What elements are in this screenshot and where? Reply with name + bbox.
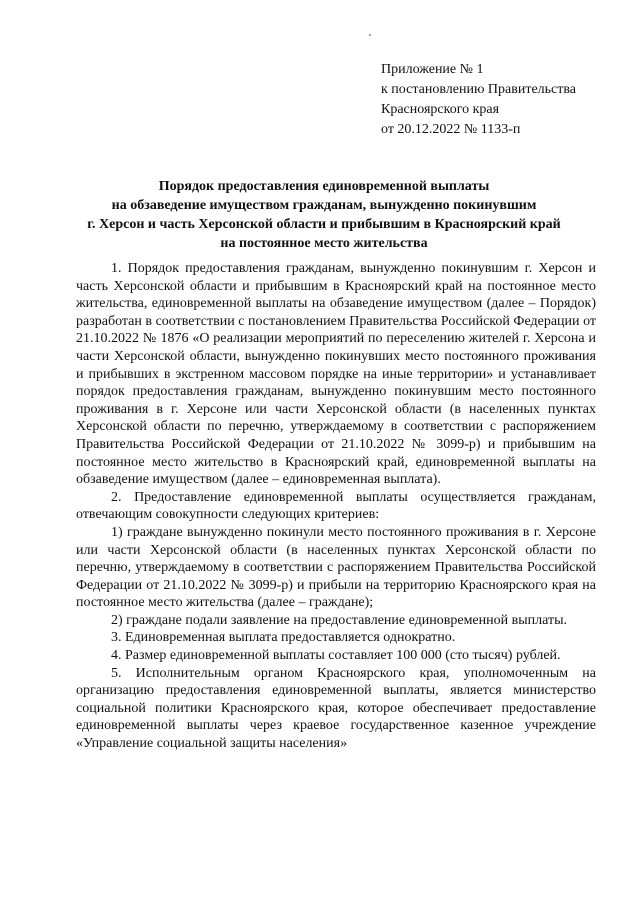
appendix-number: Приложение № 1	[381, 62, 484, 77]
document-title	[60, 177, 588, 253]
document-body	[76, 260, 596, 753]
paragraph-criterion-1: 1) граждане вынужденно покинули место постоянного проживания в г. Херсоне или части Херсонской области (в населенных пунктах Херсонской области по перечню, утверждаемому в соответствии с распоряжением Правительства Российской Федерации от 21.10.2022 № 3099-р) и прибыли на территорию Красноярского края на постоянное место жительства (далее – граждане);	[76, 524, 596, 611]
paragraph-5: 5. Исполнительным органом Красноярского края, уполномоченным на организацию предоставления единовременной выплаты, является министерство социальной политики Красноярского края, которое обеспечивает предоставление единовременной выплаты через краевое государственное казенное учреждение «Управление социальной защиты населения»	[76, 665, 596, 752]
title-line-4: на постоянное место жительства	[220, 236, 428, 251]
appendix-resolution: к постановлению Правительства	[381, 82, 577, 97]
title-line-1: Порядок предоставления единовременной выплаты	[158, 179, 490, 194]
title-line-2: на обзаведение имуществом гражданам, вынужденно покинувшим	[111, 198, 537, 213]
paragraph-3: 3. Единовременная выплата предоставляется однократно.	[111, 630, 456, 646]
paragraph-2: 2. Предоставление единовременной выплаты осуществляется гражданам, отвечающим совокупности следующих критериев:	[76, 489, 596, 523]
appendix-header	[381, 60, 576, 140]
paragraph-criterion-2: 2) граждане подали заявление на предоставление единовременной выплаты.	[111, 612, 567, 628]
appendix-date: от 20.12.2022 № 1133-п	[381, 122, 521, 137]
paragraph-4: 4. Размер единовременной выплаты составляет 100 000 (сто тысяч) рублей.	[111, 648, 561, 664]
appendix-region: Красноярского края	[381, 102, 500, 117]
paragraph-1: 1. Порядок предоставления гражданам, вынужденно покинувшим г. Херсон и часть Херсонской области и прибывшим в Красноярский край на постоянное место жительства, единовременной выплаты на обзаведение имуществом (далее – Порядок) разработан в соответствии с постановлением Правительства Российской Федерации от 21.10.2022 № 1876 «О реализации мероприятий по переселению жителей г. Херсона и части Херсонской области, вынужденно покинувших место постоянного проживания и прибывших в экстренном массовом порядке на иные территории» и устанавливает порядок предоставления гражданам, вынужденно покинувшим место постоянного проживания в г. Херсоне или части Херсонской области (в населенных пунктах Херсонской области по перечню, утверждаемому в соответствии с распоряжением Правительства Российской Федерации от 21.10.2022 № 3099-р) и прибывшим на постоянное место жительство в Красноярский край, единовременной выплаты на обзаведение имуществом (далее – единовременная выплата).	[76, 261, 596, 488]
scan-speck	[369, 34, 371, 36]
title-line-3: г. Херсон и часть Херсонской области и прибывшим в Красноярский край	[87, 217, 561, 232]
